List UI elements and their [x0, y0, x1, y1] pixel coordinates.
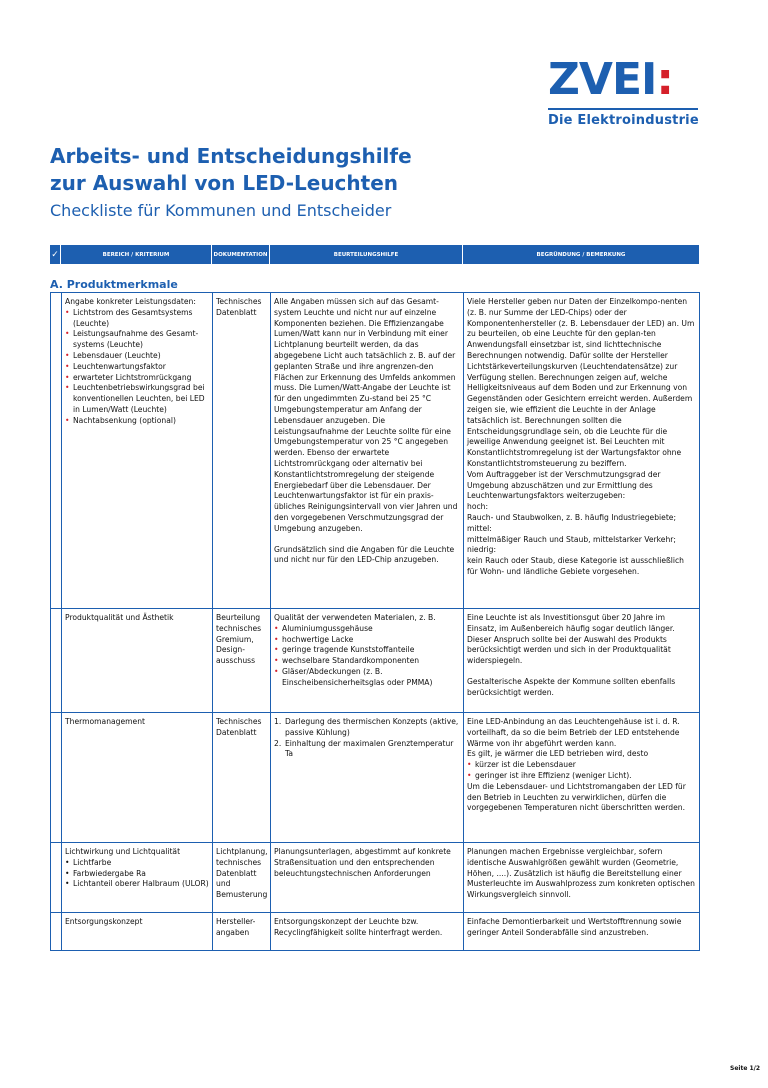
- list-item: • geringer ist ihre Effizienz (weniger Licht).: [467, 771, 696, 782]
- header-remark: BEGRÜNDUNG / BEMERKUNG: [536, 251, 626, 258]
- list-item: • geringe tragende Kunststoffanteile: [274, 645, 460, 656]
- table-header: [50, 245, 699, 264]
- list-item: • Leuchtenwartungsfaktor: [65, 362, 209, 373]
- table-row: [51, 293, 700, 609]
- criterion-list: [65, 858, 209, 890]
- remark-text: Gestalterische Aspekte der Kommune sollten ebenfalls berücksichtigt werden.: [467, 676, 676, 697]
- assessment-list: [274, 624, 460, 689]
- list-item: • Leuchtenbetriebswirkungsgrad bei konventionellen Leuchten, bei LED in Lumen/Watt (Leuchte): [65, 383, 209, 415]
- page-title: [50, 143, 412, 197]
- section-title: A. Produktmerkmale: [50, 278, 178, 291]
- criterion-title: Lichtwirkung und Lichtqualität: [65, 847, 181, 856]
- criterion-list: [65, 308, 209, 427]
- checklist-table: [50, 292, 700, 951]
- logo-tagline: Die Elektroindustrie: [548, 113, 699, 128]
- list-item: • wechselbare Standardkomponenten: [274, 656, 460, 667]
- assessment-cell: [271, 293, 464, 609]
- checkbox-cell[interactable]: [51, 843, 62, 913]
- remark-text: Viele Hersteller geben nur Daten der Einzelkompo-nenten (z. B. nur Summe der LED-Chips) oder der Komponentenhersteller (z. B. Lebensdauer der LED) an. Um zu beurteilen, ob eine Leuchte für den geplan-ten Anwendungsfall einsetzbar ist, sind lichttechnische Berechnungen notwendig. Dafür sollte der Hersteller Lichtstärkeverteilungskurven (Leuchtendatensätze) zur Verfügung stellen. Berechnungen zeigen auf, welche Helligkeitsniveaus auf dem Boden und zur Erkennung von Gegenständen oder Gesichtern erreicht werden. Außerdem zeigen sie, wie effizient die Leuchte in der Anlage tatsächlich ist. Berechnungen sollten die Entscheidungsgrundlage sein, ob die Leuchte für die jeweilige Anwendung geeignet ist. Bei Leuchten mit Konstantlichtstromregelung ist der Wartungsfaktor ohne Konstantlichtstromsteuerung zu beziffern.: [467, 297, 695, 468]
- assessment-cell: [271, 713, 464, 843]
- list-item: • Leistungsaufnahme des Gesamt-systems (Leuchte): [65, 329, 209, 351]
- remark-list: [467, 760, 696, 782]
- list-item: • erwarteter Lichtstromrückgang: [65, 373, 209, 384]
- documentation-cell: Beurteilung technisches Gremium, Design-ausschuss: [213, 609, 271, 713]
- zvei-logo: [548, 54, 700, 128]
- list-item: • kürzer ist die Lebensdauer: [467, 760, 696, 771]
- criterion-cell: [62, 843, 213, 913]
- checkbox-cell[interactable]: [51, 293, 62, 609]
- checkbox-cell[interactable]: [51, 913, 62, 951]
- criterion-title: Angabe konkreter Leistungsdaten:: [65, 297, 196, 306]
- assessment-cell: [271, 609, 464, 713]
- documentation-cell: Lichtplanung, technisches Datenblatt und Bemusterung: [213, 843, 271, 913]
- remark-text: mittelmäßiger Rauch und Staub, mittelstarker Verkehr;: [467, 534, 676, 544]
- header-assessment: BEURTEILUNGSHILFE: [270, 245, 463, 264]
- page-number: Seite 1/2: [730, 1065, 761, 1072]
- logo-mark: ZVEI:: [548, 54, 673, 105]
- header-criterion: BEREICH / KRITERIUM: [61, 245, 212, 264]
- header-documentation: DOKUMENTATION: [212, 245, 270, 264]
- remark-text: kein Rauch oder Staub, diese Kategorie ist ausschließlich für Wohn- und ländliche Gebiete vorgesehen.: [467, 556, 684, 576]
- page-subtitle: Checkliste für Kommunen und Entscheider: [50, 201, 392, 220]
- checkbox-cell[interactable]: [51, 609, 62, 713]
- table-row: [51, 913, 700, 951]
- documentation-cell: Technisches Datenblatt: [213, 293, 271, 609]
- documentation-cell: Technisches Datenblatt: [213, 713, 271, 843]
- assessment-numbered-list: [274, 717, 460, 760]
- list-item: • Farbwiedergabe Ra: [65, 869, 209, 880]
- remark-cell: Einfache Demontierbarkeit und Wertstofftrennung sowie geringer Anteil Sonderabfälle sind anzustreben.: [464, 913, 700, 951]
- remark-text: Es gilt, je wärmer die LED betrieben wird, desto: [467, 749, 649, 759]
- list-item: • Nachtabsenkung (optional): [65, 416, 209, 427]
- table-row: [51, 713, 700, 843]
- remark-text: Vom Auftraggeber ist der Verschmutzungsgrad der Umgebung abzuschätzen und zur Ermittlung des Leuchtenwartungsfaktors weiterzugeben:: [467, 469, 661, 501]
- remark-text: mittel:: [467, 523, 492, 533]
- assessment-cell: Planungsunterlagen, abgestimmt auf konkrete Straßensituation und den entsprechenden beleuchtungstechnischen Anforderungen: [271, 843, 464, 913]
- list-item: • hochwertige Lacke: [274, 635, 460, 646]
- remark-cell: Planungen machen Ergebnisse vergleichbar, sofern identische Auswahlgrößen gewählt wurden (Geometrie, Höhen, ....). Zusätzlich ist häufig die Bereitstellung einer Musterleuchte im Auswahlprozess zum konkreten optischen Wirkungsvergleich sinnvoll.: [464, 843, 700, 913]
- assessment-note: Grundsätzlich sind die Angaben für die Leuchte und nicht nur für den LED-Chip anzugeben.: [274, 544, 455, 565]
- remark-text: niedrig:: [467, 545, 497, 555]
- title-line-2: zur Auswahl von LED-Leuchten: [50, 171, 399, 195]
- remark-text: Eine LED-Anbindung an das Leuchtengehäuse ist i. d. R. vorteilhaft, da so die beim Betrieb der LED entstehende Wärme von ihr abgeführt werden kann.: [467, 717, 680, 748]
- remark-text: Um die Lebensdauer- und Lichtstromangaben der LED für den Betrieb in Leuchten zu verwirklichen, dürfen die vorgegebenen Temperaturen nicht überschritten werden.: [467, 781, 686, 813]
- list-item: • Gläser/Abdeckungen (z. B. Einscheibensicherheitsglas oder PMMA): [274, 667, 460, 689]
- assessment-text: Alle Angaben müssen sich auf das Gesamt-system Leuchte und nicht nur auf einzelne Komponenten beziehen. Die Effizienzangabe Lumen/Watt kann nur in Verbindung mit einer Lichtplanung beurteilt werden, da das abgegebene Licht auch tatsächlich z. B. auf der geplanten Straße und ihre angrenzen-den Flächen zur Erkennung des Umfelds ankommen muss. Die Lumen/Watt-Angabe der Leuchte ist für den ungedimmten Zu-stand bei 25 °C Umgebungstemperatur am Anfang der Lebensdauer anzugeben. Die Leistungsaufnahme der Leuchte sollte für eine Umgebungstemperatur von 25 °C angegeben werden. Ebenso der erwartete Lichtstromrückgang oder alternativ bei Konstantlichtstromregelung der steigende Energiebedarf über die Lebensdauer. Der Leuchtenwartungsfaktor ist für ein praxis-übliches Reinigungsintervall von vier Jahren und den vorgegebenen Verschmutzungsgrad der Umgebung anzugeben.: [274, 297, 458, 533]
- list-item: 1. Darlegung des thermischen Konzepts (aktive, passive Kühlung): [274, 717, 459, 737]
- assessment-cell: Entsorgungskonzept der Leuchte bzw. Recyclingfähigkeit sollte hinterfragt werden.: [271, 913, 464, 951]
- criterion-cell: [62, 293, 213, 609]
- remark-text: Rauch- und Staubwolken, z. B. häufig Industriegebiete;: [467, 512, 677, 522]
- remark-text: Eine Leuchte ist als Investitionsgut über 20 Jahre im Einsatz, im Außenbereich häufig sogar deutlich länger. Dieser Anspruch sollte bei der Auswahl des Produkts berücksichtigt werden und sich in der Produktqualität widerspiegeln.: [467, 613, 675, 666]
- list-item: • Lebensdauer (Leuchte): [65, 351, 209, 362]
- logo-divider: [548, 108, 698, 110]
- documentation-cell: Hersteller-angaben: [213, 913, 271, 951]
- remark-cell: [464, 293, 700, 609]
- list-item: • Lichtanteil oberer Halbraum (ULOR): [65, 879, 209, 890]
- list-item: 2. Einhaltung der maximalen Grenztemperatur Ta: [274, 738, 454, 759]
- table-row: [51, 843, 700, 913]
- remark-cell: [464, 713, 700, 843]
- checkbox-cell[interactable]: [51, 713, 62, 843]
- criterion-cell: Produktqualität und Ästhetik: [62, 609, 213, 713]
- table-row: [51, 609, 700, 713]
- list-item: • Lichtstrom des Gesamtsystems (Leuchte): [65, 308, 209, 330]
- remark-text: hoch:: [467, 502, 489, 512]
- criterion-cell: Thermomanagement: [62, 713, 213, 843]
- title-line-1: Arbeits- und Entscheidungshilfe: [50, 144, 412, 168]
- check-icon: ✓: [50, 245, 61, 264]
- remark-cell: [464, 609, 700, 713]
- criterion-cell: Entsorgungskonzept: [62, 913, 213, 951]
- list-item: • Aluminiumgussgehäuse: [274, 624, 460, 635]
- assessment-text: Qualität der verwendeten Materialen, z. B.: [274, 613, 436, 622]
- list-item: • Lichtfarbe: [65, 858, 209, 869]
